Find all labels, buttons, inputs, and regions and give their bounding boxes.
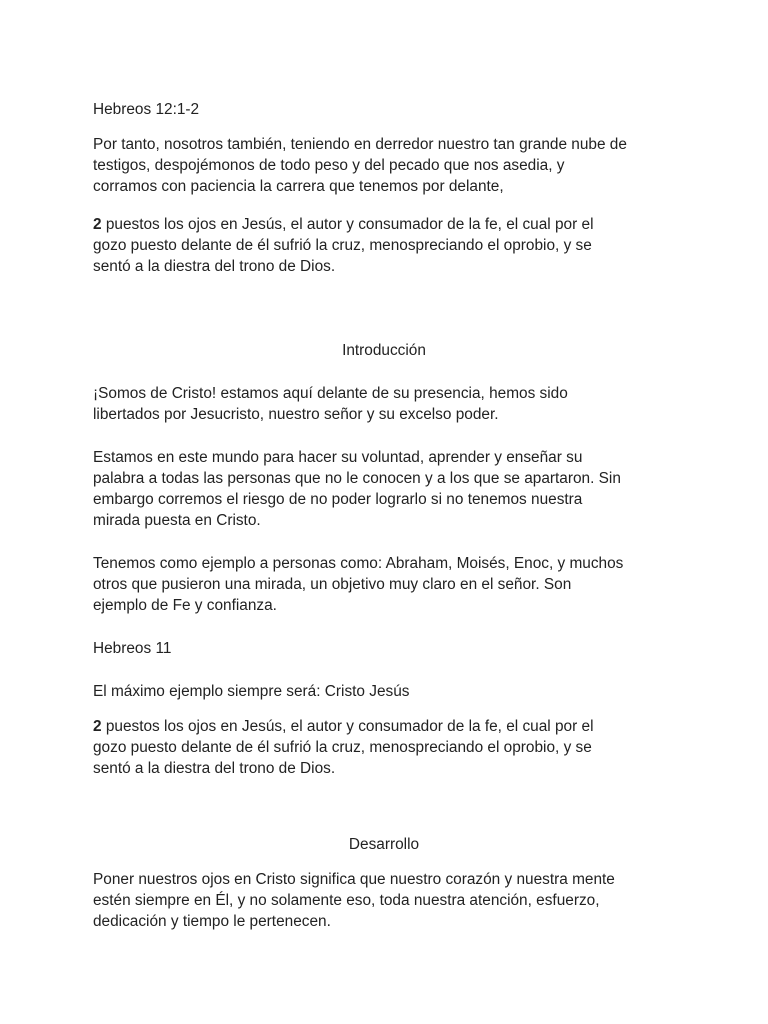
- verse-2: [93, 214, 693, 277]
- development-paragraph-1: Poner nuestros ojos en Cristo significa que nuestro corazón y nuestra mente estén siempre en Él, y no solamente eso, toda nuestra atención, esfuerzo, dedicación y tiempo le pertenecen.: [93, 871, 615, 930]
- verse-1: Por tanto, nosotros también, teniendo en derredor nuestro tan grande nube de testigos, despojémonos de todo peso y del pecado que nos asedia, y corramos con paciencia la carrera que tenemos por delante,: [93, 136, 627, 195]
- intro-paragraph-3: Tenemos como ejemplo a personas como: Abraham, Moisés, Enoc, y muchos otros que pusieron una mirada, un objetivo muy claro en el señor. Son ejemplo de Fe y confianza.: [93, 555, 624, 614]
- verse-number-repeat: 2: [93, 718, 102, 735]
- development-heading: Desarrollo: [348, 836, 420, 853]
- max-example: El máximo ejemplo siempre será: Cristo Jesús: [93, 683, 410, 700]
- verse-2-repeat-text: puestos los ojos en Jesús, el autor y consumador de la fe, el cual por el gozo puesto delante de él sufrió la cruz, menospreciando el oprobio, y se sentó a la diestra del trono de Dios.: [93, 718, 594, 777]
- intro-paragraph-1: ¡Somos de Cristo! estamos aquí delante de su presencia, hemos sido libertados por Jesucristo, nuestro señor y su excelso poder.: [93, 385, 568, 423]
- intro-paragraph-2: Estamos en este mundo para hacer su voluntad, aprender y enseñar su palabra a todas las personas que no le conocen y a los que se apartaron. Sin embargo corremos el riesgo de no poder lograrlo si no tenemos nuestra mirada puesta en Cristo.: [93, 449, 621, 529]
- verse-2-repeat: [93, 716, 693, 779]
- document-body: [93, 99, 693, 932]
- hebreos-11-reference: Hebreos 11: [93, 640, 172, 657]
- verse-2-text: puestos los ojos en Jesús, el autor y consumador de la fe, el cual por el gozo puesto delante de él sufrió la cruz, menospreciando el oprobio, y se sentó a la diestra del trono de Dios.: [93, 216, 594, 275]
- verse-number: 2: [93, 216, 102, 233]
- verse-reference: Hebreos 12:1-2: [93, 101, 200, 118]
- intro-heading: Introducción: [342, 342, 426, 359]
